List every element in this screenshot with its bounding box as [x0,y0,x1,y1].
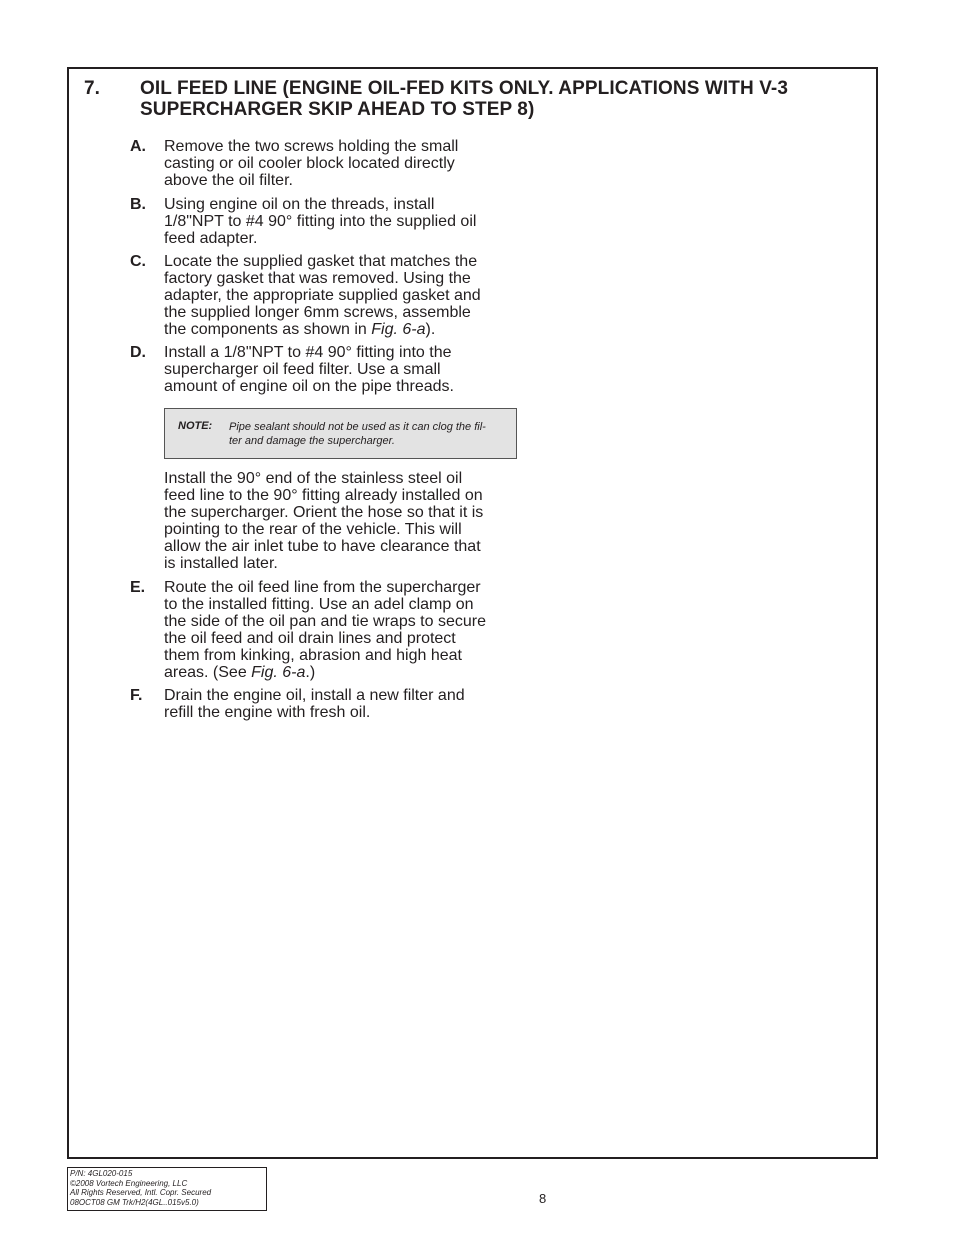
page-number: 8 [539,1191,547,1206]
figure-reference: Fig. 6-a [371,321,426,338]
step-number: 7. [84,78,100,99]
item-text: Remove the two screws holding the small casting or oil cooler block located directly above the oil filter. [164,138,459,189]
item-text-end: ). [425,321,436,338]
item-text: Install a 1/8"NPT to #4 90° fitting into the supercharger oil feed filter. Use a small amount of engine oil on the pipe threads. [164,344,454,395]
item-letter: C. [130,253,146,270]
note-box [164,408,517,459]
item-text-main: Locate the supplied gasket that matches the factory gasket that was removed. Using the adapter, the appropriate supplied gasket and the supplied longer 6mm screws, assemble the components as shown in [164,253,481,338]
item-text-end: .) [305,664,316,681]
item-letter: F. [130,687,143,704]
item-text-main: Route the oil feed line from the supercharger to the installed fitting. Use an adel clamp on the side of the oil pan and tie wraps to secure the oil feed and oil drain lines and protect them from kinking, abrasion and high heat areas. (See [164,579,486,681]
part-number: P/N: 4GL020-015 [70,1169,133,1178]
item-letter: D. [130,344,146,361]
note-text: Pipe sealant should not be used as it can clog the fil- ter and damage the supercharger. [229,421,486,447]
item-letter: B. [130,196,146,213]
note-label: NOTE: [178,420,213,432]
item-letter: E. [130,579,146,596]
step-title: OIL FEED LINE (ENGINE OIL-FED KITS ONLY. APPLICATIONS WITH V-3 SUPERCHARGER SKIP AHEAD TO STEP 8) [140,78,789,120]
revision-line: 08OCT08 GM Trk/H2(4GL..015v5.0) [70,1197,199,1207]
copyright-line: ©2008 Vortech Engineering, LLC [70,1178,188,1188]
item-text: Drain the engine oil, install a new filter and refill the engine with fresh oil. [164,687,465,721]
item-text: Using engine oil on the threads, install 1/8"NPT to #4 90° fitting into the supplied oil feed adapter. [164,196,477,247]
item-text [164,253,520,338]
rights-line: All Rights Reserved, Intl. Copr. Secured [70,1188,212,1197]
figure-reference: Fig. 6-a [251,664,306,681]
item-text [164,579,520,681]
footer-copyright-box [67,1167,267,1211]
item-letter: A. [130,138,146,155]
continuation-paragraph: Install the 90° end of the stainless steel oil feed line to the 90° fitting already installed on the supercharger. Orient the hose so that it is pointing to the rear of the vehicle. This will allow the air inlet tube to have clearance that is installed later. [164,470,484,572]
